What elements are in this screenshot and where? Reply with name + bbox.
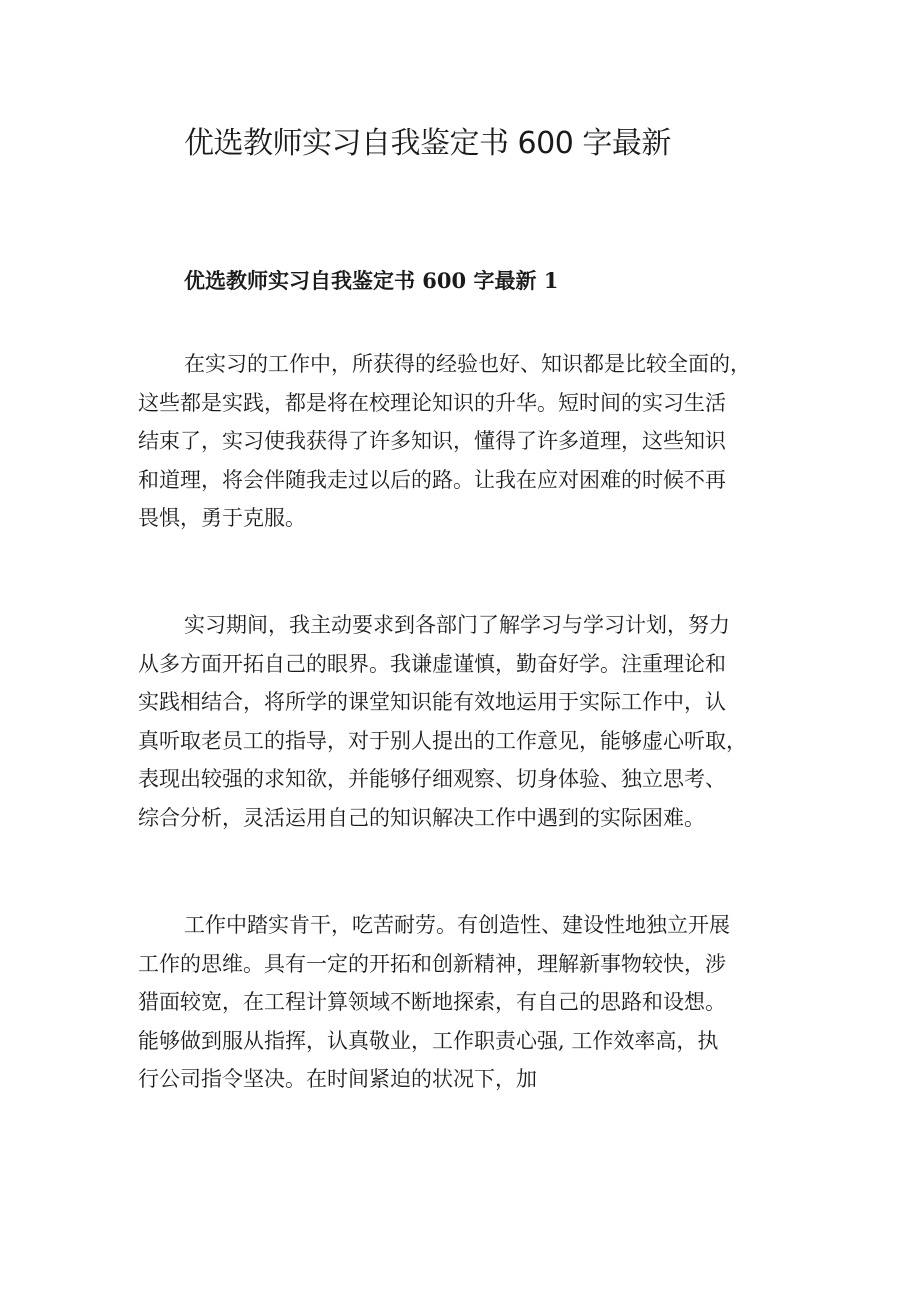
- paragraph-line: 表现出较强的求知欲，并能够仔细观察、切身体验、独立思考、: [138, 767, 726, 791]
- paragraph-line: 工作中踏实肯干，吃苦耐劳。有创造性、建设性地独立开展: [184, 913, 730, 937]
- paragraph-line: 工作的思维。具有一定的开拓和创新精神，理解新事物较快，涉: [138, 951, 726, 976]
- paragraph-line: 和道理，将会伴随我走过以后的路。让我在应对困难的时候不再: [138, 467, 726, 492]
- paragraph-line: 实习期间，我主动要求到各部门了解学习与学习计划，努力: [184, 613, 730, 637]
- paragraph-line: 实践相结合，将所学的课堂知识能有效地运用于实际工作中，认: [138, 690, 726, 714]
- paragraph-3: [138, 906, 818, 1099]
- paragraph-line: 猎面较宽，在工程计算领域不断地探索，有自己的思路和设想。: [138, 990, 726, 1014]
- document-title: 优选教师实习自我鉴定书 600 字最新: [184, 126, 671, 161]
- paragraph-line: 结束了，实习使我获得了许多知识，懂得了许多道理，这些知识: [138, 429, 726, 453]
- paragraph-line: 畏惧，勇于克服。: [138, 506, 306, 530]
- paragraph-2: [138, 606, 818, 837]
- paragraph-line: 在实习的工作中，所获得的经验也好、知识都是比较全面的，: [184, 352, 751, 376]
- paragraph-line: 综合分析，灵活运用自己的知识解决工作中遇到的实际困难。: [138, 805, 705, 830]
- paragraph-line: 行公司指令坚决。在时间紧迫的状况下，加: [138, 1067, 537, 1091]
- paragraph-line: 从多方面开拓自己的眼界。我谦虚谨慎，勤奋好学。注重理论和: [138, 651, 726, 676]
- paragraph-line: 这些都是实践，都是将在校理论知识的升华。短时间的实习生活: [138, 390, 726, 415]
- section-subtitle: 优选教师实习自我鉴定书 600 字最新 1: [184, 268, 559, 293]
- paragraph-1: [138, 345, 818, 538]
- paragraph-line: 能够做到服从指挥，认真敬业，工作职责心强, 工作效率高，执: [138, 1028, 719, 1053]
- paragraph-line: 真听取老员工的指导，对于别人提出的工作意见，能够虚心听取，: [138, 728, 747, 753]
